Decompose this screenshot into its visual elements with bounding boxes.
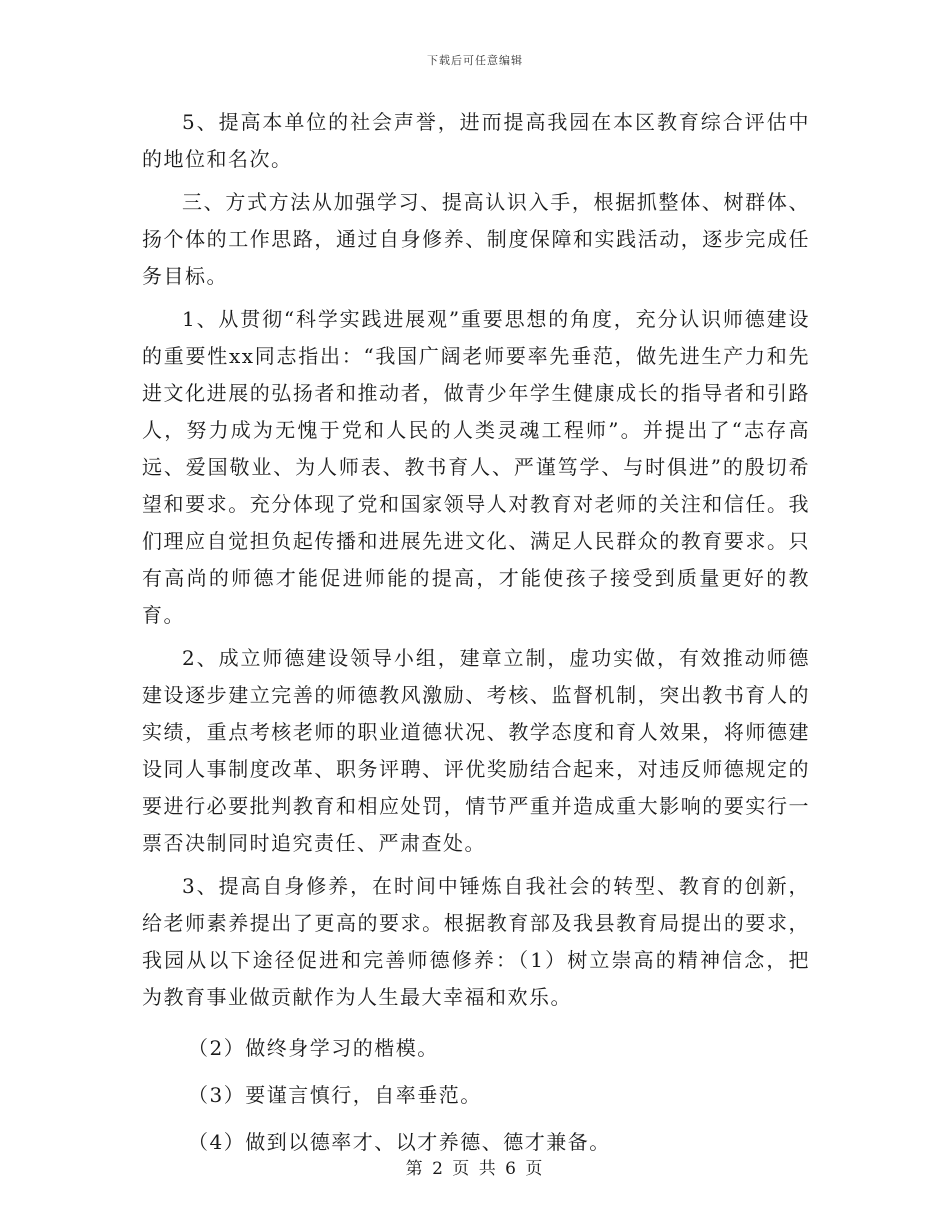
sub-item-3: （3）要谨言慎行，自率垂范。 — [188, 1083, 482, 1107]
header-note: 下载后可任意编辑 — [427, 54, 523, 67]
paragraph-item-3: 3、提高自身修养，在时间中锤炼自我社会的转型、教育的创新，给老师素养提出了更高的要求。根据教育部及我县教育局提出的要求，我园从以下途径促进和完善师德修养：（1）树立崇高的精神信念，把为教育事业做贡献作为人生最大幸福和欢乐。 — [142, 874, 810, 1009]
paragraph-item-5: 5、提高本单位的社会声誉，进而提高我园在本区教育综合评估中的地位和名次。 — [142, 110, 810, 171]
paragraph-item-2: 2、成立师德建设领导小组，建章立制，虚功实做，有效推动师德建设逐步建立完善的师德教风激励、考核、监督机制，突出教书育人的实绩，重点考核老师的职业道德状况、教学态度和育人效果，将师德建设同人事制度改革、职务评聘、评优奖励结合起来，对违反师德规定的要进行必要批判教育和相应处罚，情节严重并造成重大影响的要实行一票否决制同时追究责任、严肃查处。 — [142, 646, 810, 855]
sub-item-2: （2）做终身学习的楷模。 — [188, 1036, 439, 1060]
paragraph-item-1: 1、从贯彻“科学实践进展观”重要思想的角度，充分认识师德建设的重要性xx同志指出：“我国广阔老师要率先垂范，做先进生产力和先进文化进展的弘扬者和推动者，做青少年学生健康成长的指导者和引路人，努力成为无愧于党和人民的人类灵魂工程师”。并提出了“志存高远、爱国敬业、为人师表、教书育人、严谨笃学、与时俱进”的殷切希望和要求。充分体现了党和国家领导人对教育对老师的关注和信任。我们理应自觉担负起传播和进展先进文化、满足人民群众的教育要求。只有高尚的师德才能促进师能的提高，才能使孩子接受到质量更好的教育。 — [142, 307, 810, 627]
document-body — [142, 104, 810, 1161]
sub-item-4: （4）做到以德率才、以才养德、德才兼备。 — [188, 1130, 611, 1154]
paragraph-section-three: 三、方式方法从加强学习、提高认识入手，根据抓整体、树群体、扬个体的工作思路，通过自身修养、制度保障和实践活动，逐步完成任务目标。 — [142, 190, 810, 288]
page-number: 第 2 页 共 6 页 — [405, 1159, 545, 1179]
